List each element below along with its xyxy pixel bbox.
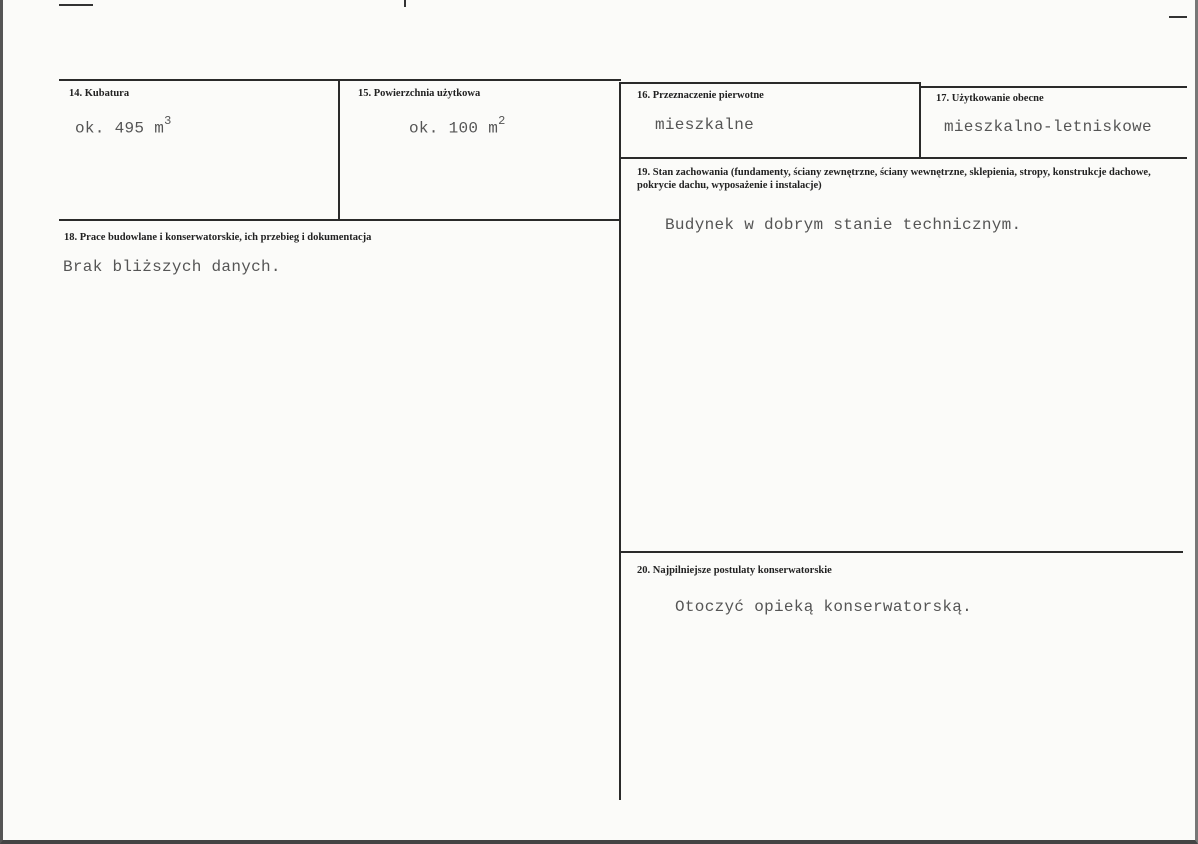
field-17-value: mieszkalno-letniskowe [944, 118, 1152, 136]
divider-14-15 [338, 79, 340, 220]
top-center-tick-mark [404, 0, 406, 7]
field-16-value: mieszkalne [655, 116, 755, 134]
top-right-edge-mark [1169, 16, 1187, 18]
border-above-20 [619, 551, 1183, 553]
border-below-16-17 [621, 157, 1187, 159]
field-20-label: 20. Najpilniejsze postulaty konserwatorskie [637, 565, 832, 576]
divider-16-17 [919, 84, 921, 159]
field-14-label: 14. Kubatura [69, 88, 130, 99]
field-20-value: Otoczyć opieką konserwatorską. [675, 598, 973, 616]
top-row-border-left [59, 79, 621, 81]
border-below-14-15 [59, 219, 621, 221]
field-16-label: 16. Przeznaczenie pierwotne [637, 90, 764, 101]
top-row-border-mid [621, 82, 921, 84]
field-15-label: 15. Powierzchnia użytkowa [358, 88, 481, 99]
field-18-label: 18. Prace budowlane i konserwatorskie, ich przebieg i dokumentacja [64, 232, 372, 243]
field-14-value: ok. 495 $m^3$ [75, 114, 172, 138]
field-15-value: ok. 100 $m^2$ [409, 114, 506, 138]
field-19-label: 19. Stan zachowania (fundamenty, ściany zewnętrzne, ściany wewnętrzne, sklepienia, stropy, konstrukcje dachowe, pokrycie dachu, wyposażenie i instalacje) [637, 167, 1151, 191]
top-row-border-right [921, 86, 1187, 88]
top-left-edge-mark [59, 4, 93, 6]
field-18-value: Brak bliższych danych. [63, 258, 281, 276]
field-19-value: Budynek w dobrym stanie technicznym. [665, 216, 1022, 234]
center-divider [619, 82, 621, 800]
field-17-label: 17. Użytkowanie obecne [936, 93, 1044, 104]
